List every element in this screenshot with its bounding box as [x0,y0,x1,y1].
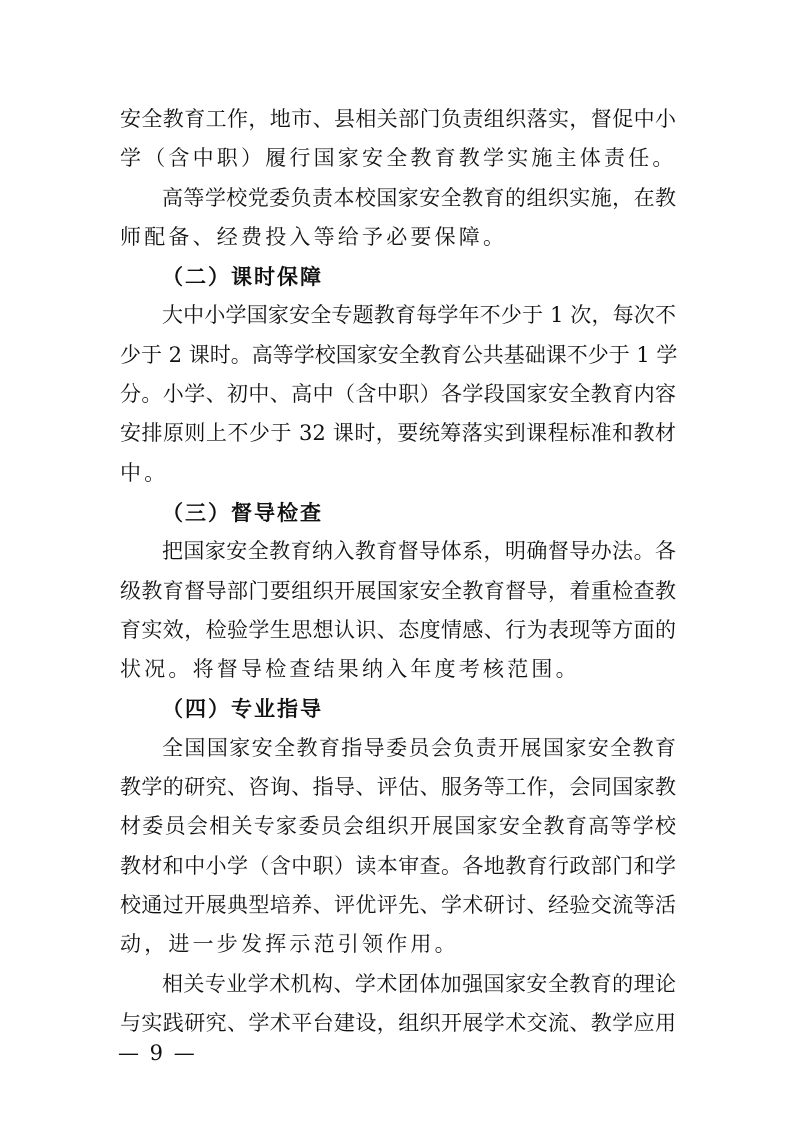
text-line: 全国国家安全教育指导委员会负责开展国家安全教育 [162,735,676,760]
text-line: 状况。将督导检查结果纳入年度考核范围。 [120,657,580,682]
document-body [120,100,676,1043]
text-line: 学（含中职）履行国家安全教育教学实施主体责任。 [120,146,677,171]
text-line: 与实践研究、学术平台建设，组织开展学术交流、教学应用 [120,1010,676,1035]
section-heading: （二）课时保障 [162,264,323,290]
text-line: 大中小学国家安全专题教育每学年不少于 1 次，每次不 [162,303,676,328]
section-heading: （四）专业指导 [162,696,323,722]
text-line: 校通过开展典型培养、评优评先、学术研讨、经验交流等活 [120,892,676,917]
text-line: 教学的研究、咨询、指导、评估、服务等工作，会同国家教 [120,775,676,800]
text-line: 动，进一步发挥示范引领作用。 [120,932,459,957]
page-number: — 9 — [118,1041,197,1065]
text-line: 安全教育工作，地市、县相关部门负责组织落实，督促中小 [120,107,676,131]
text-line: 师配备、经费投入等给予必要保障。 [120,224,508,249]
text-line: 材委员会相关专家委员会组织开展国家安全教育高等学校 [120,814,676,839]
text-line: 高等学校党委负责本校国家安全教育的组织实施，在教 [162,185,676,210]
text-line: 中。 [120,460,169,485]
section-heading: （三）督导检查 [162,499,323,525]
text-line: 育实效，检验学生思想认识、态度情感、行为表现等方面的 [120,617,676,642]
text-line: 少于 2 课时。高等学校国家安全教育公共基础课不少于 1 学 [120,342,678,367]
text-line: 分。小学、初中、高中（含中职）各学段国家安全教育内容 [120,382,676,407]
text-line: 把国家安全教育纳入教育督导体系，明确督导办法。各 [162,539,676,564]
text-line: 级教育督导部门要组织开展国家安全教育督导，着重检查教 [120,578,676,603]
text-line: 教材和中小学（含中职）读本审查。各地教育行政部门和学 [120,853,676,878]
text-line: 安排原则上不少于 32 课时，要统筹落实到课程标准和教材 [120,421,676,446]
text-line: 相关专业学术机构、学术团体加强国家安全教育的理论 [162,971,676,996]
